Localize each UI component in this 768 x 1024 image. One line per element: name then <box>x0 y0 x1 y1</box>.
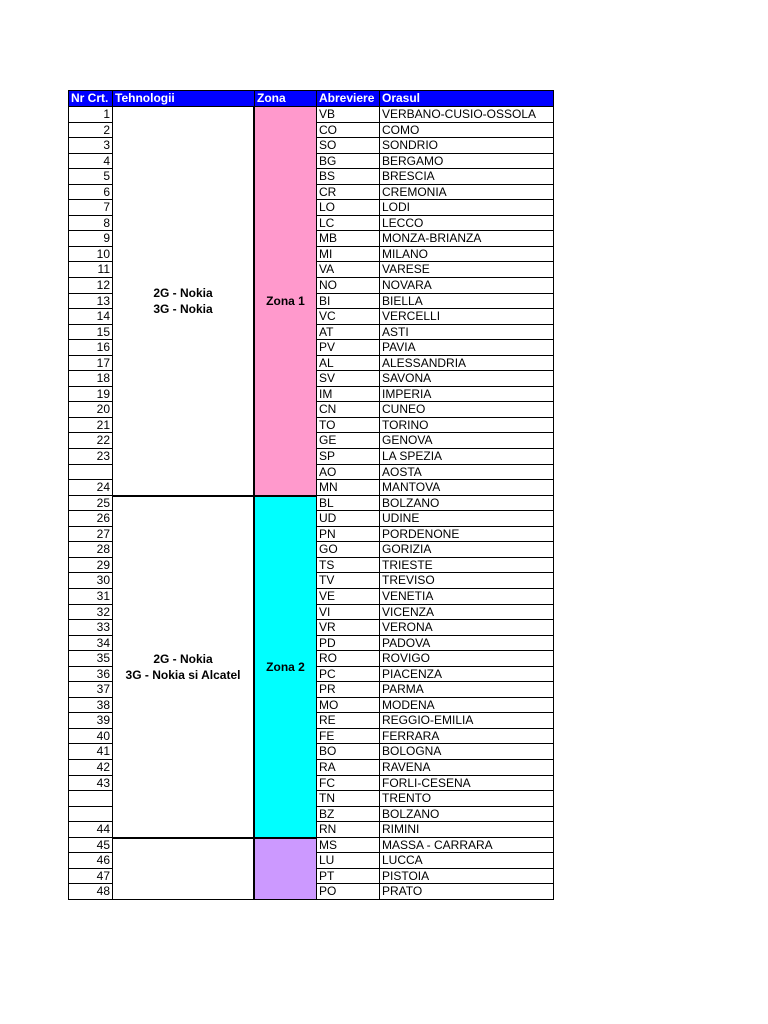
row-number-cell[interactable] <box>69 807 113 823</box>
abbreviation-cell[interactable]: BO <box>317 744 380 760</box>
row-number-cell[interactable]: 5 <box>69 169 113 185</box>
abbreviation-cell[interactable]: PO <box>317 884 380 900</box>
row-number-cell[interactable]: 11 <box>69 262 113 278</box>
abbreviation-cell[interactable]: FE <box>317 729 380 745</box>
abbreviation-cell[interactable]: VC <box>317 309 380 325</box>
city-cell[interactable]: MILANO <box>380 247 554 263</box>
city-cell[interactable]: ROVIGO <box>380 651 554 667</box>
row-number-cell[interactable]: 43 <box>69 776 113 792</box>
abbreviation-cell[interactable]: BS <box>317 169 380 185</box>
abbreviation-cell[interactable]: TO <box>317 418 380 434</box>
abbreviation-cell[interactable]: PC <box>317 667 380 683</box>
abbreviation-cell[interactable]: TV <box>317 573 380 589</box>
row-number-cell[interactable]: 20 <box>69 402 113 418</box>
city-cell[interactable]: ASTI <box>380 325 554 341</box>
row-number-cell[interactable]: 42 <box>69 760 113 776</box>
row-number-cell[interactable]: 41 <box>69 744 113 760</box>
row-number-cell[interactable]: 10 <box>69 247 113 263</box>
zone-cell[interactable]: Zona 1 <box>255 107 317 496</box>
city-cell[interactable]: RAVENA <box>380 760 554 776</box>
city-cell[interactable]: GENOVA <box>380 433 554 449</box>
abbreviation-cell[interactable]: NO <box>317 278 380 294</box>
abbreviation-cell[interactable]: TS <box>317 558 380 574</box>
technology-cell[interactable] <box>113 496 255 838</box>
city-cell[interactable]: CUNEO <box>380 402 554 418</box>
row-number-cell[interactable]: 9 <box>69 231 113 247</box>
abbreviation-cell[interactable]: RN <box>317 822 380 838</box>
row-number-cell[interactable]: 46 <box>69 853 113 869</box>
city-cell[interactable]: FORLI-CESENA <box>380 776 554 792</box>
technology-line: 2G - Nokia <box>153 651 213 666</box>
abbreviation-cell[interactable]: TN <box>317 791 380 807</box>
row-number-cell[interactable]: 19 <box>69 387 113 403</box>
row-number-cell[interactable]: 34 <box>69 636 113 652</box>
city-cell[interactable]: BOLOGNA <box>380 744 554 760</box>
city-cell[interactable]: SONDRIO <box>380 138 554 154</box>
abbreviation-cell[interactable]: SP <box>317 449 380 465</box>
row-number-cell[interactable]: 44 <box>69 822 113 838</box>
abbreviation-cell[interactable]: RE <box>317 713 380 729</box>
abbreviation-cell[interactable]: UD <box>317 511 380 527</box>
city-cell[interactable]: BRESCIA <box>380 169 554 185</box>
abbreviation-cell[interactable]: BI <box>317 294 380 310</box>
row-number-cell[interactable]: 28 <box>69 542 113 558</box>
abbreviation-cell[interactable]: VR <box>317 620 380 636</box>
city-cell[interactable]: VERCELLI <box>380 309 554 325</box>
city-cell[interactable]: BERGAMO <box>380 154 554 170</box>
row-number-cell[interactable]: 23 <box>69 449 113 465</box>
row-number-cell[interactable]: 45 <box>69 838 113 854</box>
row-number-cell[interactable]: 7 <box>69 200 113 216</box>
row-number-cell[interactable]: 32 <box>69 605 113 621</box>
city-cell[interactable]: LUCCA <box>380 853 554 869</box>
abbreviation-cell[interactable]: MB <box>317 231 380 247</box>
abbreviation-cell[interactable]: VE <box>317 589 380 605</box>
abbreviation-cell[interactable]: MO <box>317 698 380 714</box>
abbreviation-cell[interactable]: VI <box>317 605 380 621</box>
city-cell[interactable]: COMO <box>380 123 554 139</box>
abbreviation-cell[interactable]: CN <box>317 402 380 418</box>
row-number-cell[interactable]: 22 <box>69 433 113 449</box>
city-cell[interactable]: LECCO <box>380 216 554 232</box>
city-cell[interactable]: VERBANO-CUSIO-OSSOLA <box>380 107 554 123</box>
header-abreviere[interactable]: Abreviere <box>317 91 380 107</box>
row-number-cell[interactable]: 17 <box>69 356 113 372</box>
abbreviation-cell[interactable]: BL <box>317 496 380 512</box>
abbreviation-cell[interactable]: PD <box>317 636 380 652</box>
row-number-cell[interactable]: 6 <box>69 185 113 201</box>
city-cell[interactable]: BOLZANO <box>380 807 554 823</box>
row-number-cell[interactable]: 8 <box>69 216 113 232</box>
abbreviation-cell[interactable]: LC <box>317 216 380 232</box>
row-number-cell[interactable] <box>69 465 113 481</box>
zone-cell[interactable]: Zona 2 <box>255 496 317 838</box>
abbreviation-cell[interactable]: MS <box>317 838 380 854</box>
abbreviation-cell[interactable]: MN <box>317 480 380 496</box>
abbreviation-cell[interactable]: AL <box>317 356 380 372</box>
city-cell[interactable]: BIELLA <box>380 294 554 310</box>
abbreviation-cell[interactable]: CO <box>317 123 380 139</box>
city-cell[interactable]: MANTOVA <box>380 480 554 496</box>
city-cell[interactable]: PISTOIA <box>380 869 554 885</box>
city-cell[interactable]: PIACENZA <box>380 667 554 683</box>
row-number-cell[interactable]: 37 <box>69 682 113 698</box>
city-cell[interactable]: MASSA - CARRARA <box>380 838 554 854</box>
row-number-cell[interactable]: 18 <box>69 371 113 387</box>
row-number-cell[interactable]: 4 <box>69 154 113 170</box>
city-cell[interactable]: FERRARA <box>380 729 554 745</box>
technology-line: 3G - Nokia <box>153 301 213 316</box>
abbreviation-cell[interactable]: LU <box>317 853 380 869</box>
city-cell[interactable]: ALESSANDRIA <box>380 356 554 372</box>
row-number-cell[interactable]: 14 <box>69 309 113 325</box>
city-cell[interactable]: GORIZIA <box>380 542 554 558</box>
row-number-cell[interactable]: 33 <box>69 620 113 636</box>
city-cell[interactable]: VARESE <box>380 262 554 278</box>
abbreviation-cell[interactable]: AO <box>317 465 380 481</box>
city-cell[interactable]: TORINO <box>380 418 554 434</box>
row-number-cell[interactable]: 30 <box>69 573 113 589</box>
row-number-cell[interactable]: 47 <box>69 869 113 885</box>
city-cell[interactable]: PRATO <box>380 884 554 900</box>
row-number-cell[interactable]: 36 <box>69 667 113 683</box>
header-tehnologii[interactable]: Tehnologii <box>113 91 255 107</box>
technology-cell[interactable] <box>113 107 255 496</box>
city-cell[interactable]: VENETIA <box>380 589 554 605</box>
city-cell[interactable]: NOVARA <box>380 278 554 294</box>
abbreviation-cell[interactable]: IM <box>317 387 380 403</box>
row-number-cell[interactable]: 27 <box>69 527 113 543</box>
header-zona[interactable]: Zona <box>255 91 317 107</box>
row-number-cell[interactable]: 40 <box>69 729 113 745</box>
abbreviation-cell[interactable]: PT <box>317 869 380 885</box>
abbreviation-cell[interactable]: PV <box>317 340 380 356</box>
city-cell[interactable]: TREVISO <box>380 573 554 589</box>
city-cell[interactable]: RIMINI <box>380 822 554 838</box>
spreadsheet-table <box>68 90 554 900</box>
technology-line: 3G - Nokia si Alcatel <box>125 667 241 682</box>
row-number-cell[interactable]: 31 <box>69 589 113 605</box>
zone-cell[interactable] <box>255 838 317 900</box>
city-cell[interactable]: TRENTO <box>380 791 554 807</box>
city-cell[interactable]: PORDENONE <box>380 527 554 543</box>
row-number-cell[interactable]: 35 <box>69 651 113 667</box>
city-cell[interactable]: CREMONIA <box>380 185 554 201</box>
abbreviation-cell[interactable]: CR <box>317 185 380 201</box>
city-cell[interactable]: REGGIO-EMILIA <box>380 713 554 729</box>
city-cell[interactable]: PADOVA <box>380 636 554 652</box>
technology-line: 2G - Nokia <box>153 285 213 300</box>
row-number-cell[interactable]: 15 <box>69 325 113 341</box>
city-cell[interactable]: MODENA <box>380 698 554 714</box>
abbreviation-cell[interactable]: AT <box>317 325 380 341</box>
header-nr-crt[interactable]: Nr Crt. <box>69 91 113 107</box>
row-number-cell[interactable]: 2 <box>69 123 113 139</box>
row-number-cell[interactable]: 24 <box>69 480 113 496</box>
abbreviation-cell[interactable]: RO <box>317 651 380 667</box>
abbreviation-cell[interactable]: GO <box>317 542 380 558</box>
abbreviation-cell[interactable]: SV <box>317 371 380 387</box>
technology-cell[interactable] <box>113 838 255 900</box>
header-orasul[interactable]: Orasul <box>380 91 554 107</box>
row-number-cell[interactable]: 16 <box>69 340 113 356</box>
city-cell[interactable]: VERONA <box>380 620 554 636</box>
city-cell[interactable]: IMPERIA <box>380 387 554 403</box>
city-cell[interactable]: BOLZANO <box>380 496 554 512</box>
abbreviation-cell[interactable]: BZ <box>317 807 380 823</box>
abbreviation-cell[interactable]: LO <box>317 200 380 216</box>
row-number-cell[interactable]: 12 <box>69 278 113 294</box>
city-cell[interactable]: TRIESTE <box>380 558 554 574</box>
city-cell[interactable]: MONZA-BRIANZA <box>380 231 554 247</box>
city-cell[interactable]: PARMA <box>380 682 554 698</box>
row-number-cell[interactable]: 21 <box>69 418 113 434</box>
row-number-cell[interactable]: 29 <box>69 558 113 574</box>
city-cell[interactable]: LODI <box>380 200 554 216</box>
city-cell[interactable]: SAVONA <box>380 371 554 387</box>
row-number-cell[interactable]: 48 <box>69 884 113 900</box>
row-number-cell[interactable]: 26 <box>69 511 113 527</box>
row-number-cell[interactable]: 1 <box>69 107 113 123</box>
abbreviation-cell[interactable]: VA <box>317 262 380 278</box>
abbreviation-cell[interactable]: PR <box>317 682 380 698</box>
row-number-cell[interactable] <box>69 791 113 807</box>
abbreviation-cell[interactable]: GE <box>317 433 380 449</box>
abbreviation-cell[interactable]: PN <box>317 527 380 543</box>
abbreviation-cell[interactable]: FC <box>317 776 380 792</box>
city-cell[interactable]: UDINE <box>380 511 554 527</box>
row-number-cell[interactable]: 38 <box>69 698 113 714</box>
city-cell[interactable]: LA SPEZIA <box>380 449 554 465</box>
city-cell[interactable]: VICENZA <box>380 605 554 621</box>
abbreviation-cell[interactable]: VB <box>317 107 380 123</box>
abbreviation-cell[interactable]: SO <box>317 138 380 154</box>
row-number-cell[interactable]: 3 <box>69 138 113 154</box>
abbreviation-cell[interactable]: MI <box>317 247 380 263</box>
abbreviation-cell[interactable]: RA <box>317 760 380 776</box>
city-cell[interactable]: AOSTA <box>380 465 554 481</box>
city-cell[interactable]: PAVIA <box>380 340 554 356</box>
row-number-cell[interactable]: 13 <box>69 294 113 310</box>
row-number-cell[interactable]: 25 <box>69 496 113 512</box>
abbreviation-cell[interactable]: BG <box>317 154 380 170</box>
row-number-cell[interactable]: 39 <box>69 713 113 729</box>
